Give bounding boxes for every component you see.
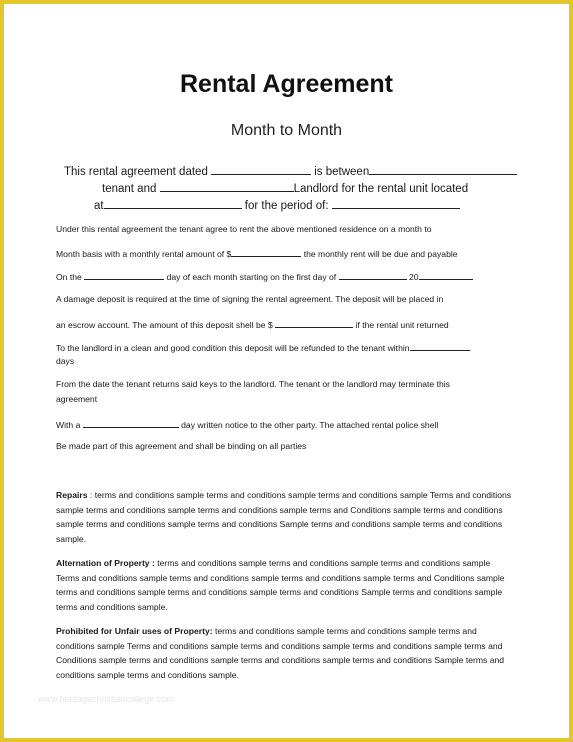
section-separator: : <box>87 490 95 500</box>
clause-text: day of each month starting on the first day of <box>166 272 337 282</box>
refund-days-blank <box>410 341 470 351</box>
intro-text: This rental agreement dated <box>64 166 208 178</box>
clause-line <box>56 341 470 353</box>
clause-text: To the landlord in a clean and good condition this deposit will be refunded to the tenant within <box>56 343 410 353</box>
clause-line: Be made part of this agreement and shall be binding on all parties <box>56 441 307 451</box>
start-year-blank <box>419 270 473 280</box>
deposit-amount-blank <box>275 318 353 328</box>
clause-line <box>56 247 458 259</box>
intro-line-3 <box>94 196 460 212</box>
clause-text: an escrow account. The amount of this deposit shell be $ <box>56 320 273 330</box>
period-blank <box>332 196 460 209</box>
address-blank <box>104 196 242 209</box>
document-subtitle: Month to Month <box>230 122 343 139</box>
notice-days-blank <box>83 418 179 428</box>
section-body: terms and conditions sample terms and conditions sample terms and conditions sample Terms and conditions sample terms and conditions sample terms and conditions sample terms and Conditions sample terms and conditions sample terms and conditions sample terms and conditions Sample terms and conditions sample terms and conditions sample. <box>56 626 505 680</box>
intro-line-1 <box>64 162 517 178</box>
clause-line <box>56 318 449 330</box>
landlord-name-blank <box>160 179 294 192</box>
clause-text: 20 <box>408 272 419 282</box>
rent-amount-blank <box>231 247 301 257</box>
section-prohibited-uses <box>56 624 512 682</box>
section-heading: Alternation of Property : <box>56 558 155 568</box>
intro-line-2 <box>102 179 468 195</box>
clause-text: On the <box>56 272 82 282</box>
clause-text: Month basis with a monthly rental amount of $ <box>56 249 232 259</box>
clause-line: Under this rental agreement the tenant agree to rent the above mentioned residence on a month to <box>56 224 432 234</box>
clause-text: With a <box>56 420 81 430</box>
section-repairs <box>56 488 512 546</box>
tenant-name-blank <box>369 162 517 175</box>
clause-line: days <box>56 356 75 366</box>
clause-text: the monthly rent will be due and payable <box>303 249 458 259</box>
clause-text: if the rental unit returned <box>355 320 449 330</box>
section-body: terms and conditions sample terms and conditions sample terms and conditions sample Terms and conditions sample terms and conditions sample terms and conditions sample terms and Conditions sample terms and conditions sample terms and conditions sample terms and conditions Sample terms and conditions sample terms and conditions sample. <box>56 490 512 544</box>
intro-text: tenant and <box>102 183 157 195</box>
section-body: terms and conditions sample terms and conditions sample terms and conditions sample Terms and conditions sample terms and conditions sample terms and conditions sample terms and Conditions sample terms and conditions sample terms and conditions sample terms and conditions Sample terms and conditions sample terms and conditions sample. <box>56 558 505 612</box>
clause-line: agreement <box>56 394 98 404</box>
clause-line <box>56 418 438 430</box>
clause-line: A damage deposit is required at the time of signing the rental agreement. The deposit will be placed in <box>56 294 444 304</box>
section-alternation-of-property <box>56 556 512 614</box>
clause-line <box>56 270 473 282</box>
document-title: Rental Agreement <box>179 70 393 98</box>
due-day-blank <box>84 270 164 280</box>
start-month-blank <box>339 270 407 280</box>
section-heading: Prohibited for Unfair uses of Property: <box>56 626 213 636</box>
intro-text: is between <box>314 166 370 178</box>
clause-text: day written notice to the other party. The attached rental police shell <box>181 420 439 430</box>
watermark: www.heritagechristiancollege.com <box>38 694 174 704</box>
intro-text: for the period of: <box>244 200 329 212</box>
date-blank <box>211 162 311 175</box>
intro-text: Landlord for the rental unit located <box>293 183 469 195</box>
section-heading: Repairs <box>56 490 88 500</box>
clause-line: From the date the tenant returns said keys to the landlord. The tenant or the landlord may terminate this <box>56 379 450 389</box>
intro-text: at <box>94 200 104 212</box>
